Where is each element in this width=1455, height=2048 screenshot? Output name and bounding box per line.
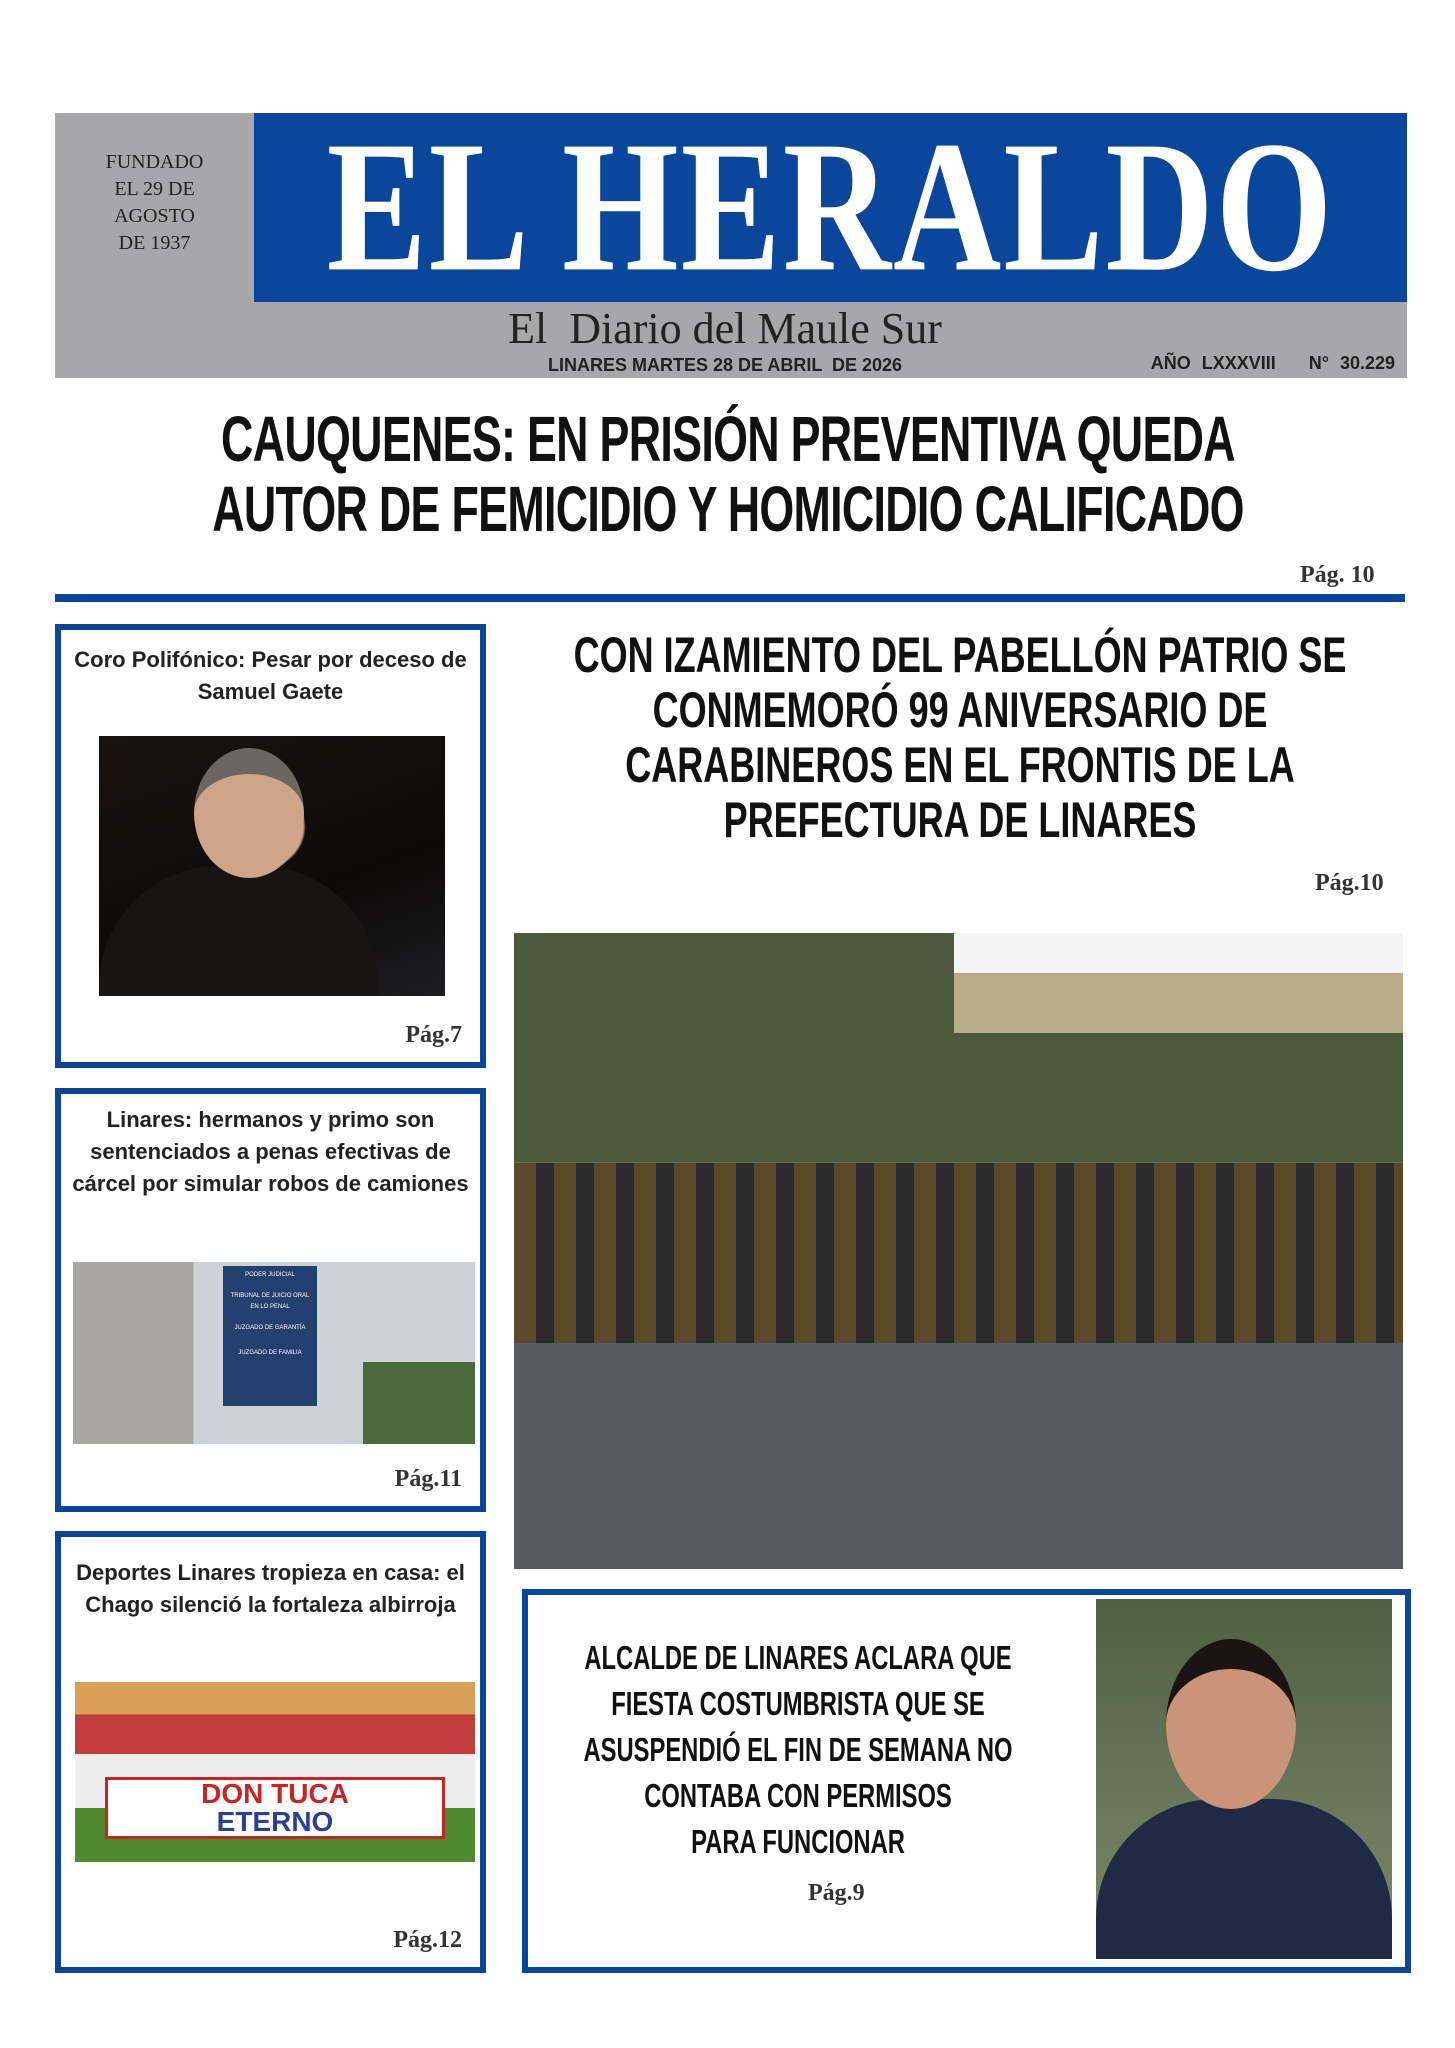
- team-photo: [75, 1682, 475, 1862]
- side-story-page: Pág.11: [394, 1466, 462, 1492]
- founded-note: [55, 149, 254, 257]
- trees: [363, 1362, 475, 1444]
- logo-text: EL HERALDO: [326, 113, 1335, 302]
- tent-canopy: [954, 933, 1403, 1033]
- tagline: El Diario del Maule Sur: [508, 304, 942, 353]
- sign-line: JUZGADO DE FAMILIA: [238, 1350, 302, 1356]
- face-shape: [1166, 1639, 1296, 1809]
- side-story-deportes[interactable]: [55, 1531, 486, 1973]
- bottom-story-alcalde[interactable]: [522, 1589, 1411, 1973]
- headline-line: CAUQUENES: EN PRISIÓN PREVENTIVA QUEDA: [221, 403, 1235, 475]
- founded-line: EL 29 DE: [114, 178, 195, 200]
- bottom-headline: [522, 1635, 1122, 1865]
- main-headline[interactable]: [456, 628, 1455, 848]
- side-story-coro[interactable]: [55, 624, 486, 1068]
- headline-line: AUTOR DE FEMICIDIO Y HOMICIDIO CALIFICADO: [212, 473, 1244, 545]
- sign-line: PODER JUDICIAL: [245, 1272, 295, 1278]
- samuel-gaete-photo: [99, 736, 445, 996]
- headline-line: CARABINEROS EN EL FRONTIS DE LA: [625, 737, 1295, 793]
- carabineros-ceremony-photo: [514, 933, 1403, 1569]
- headline-line: FIESTA COSTUMBRISTA QUE SE: [611, 1685, 985, 1722]
- side-story-title: Linares: hermanos y primo son sentenciados a penas efectivas de cárcel por simular robos de camiones: [72, 1107, 469, 1196]
- court-sign-photo: [73, 1262, 475, 1444]
- dateline: LINARES MARTES 28 DE ABRIL DE 2026: [547, 355, 903, 375]
- newspaper-logo: [254, 113, 1407, 302]
- founded-line: DE 1937: [118, 232, 191, 254]
- headline-line: PREFECTURA DE LINARES: [723, 792, 1197, 848]
- face-shape: [194, 748, 304, 878]
- top-story-page: Pág. 10: [1300, 562, 1375, 588]
- court-sign: [223, 1266, 317, 1406]
- banner: [105, 1777, 445, 1839]
- side-story-title: Deportes Linares tropieza en casa: el Chago silenció la fortaleza albirroja: [76, 1560, 465, 1617]
- headline-line: PARA FUNCIONAR: [691, 1823, 905, 1860]
- divider: [55, 594, 1405, 602]
- sign-line: JUZGADO DE GARANTÍA: [234, 1325, 306, 1331]
- bottom-story-page: Pág.9: [808, 1880, 865, 1906]
- headline-line: ASUSPENDIÓ EL FIN DE SEMANA NO: [583, 1731, 1013, 1768]
- crowd: [514, 1163, 1403, 1343]
- street: [514, 1343, 1403, 1569]
- banner-line: ETERNO: [216, 1806, 334, 1837]
- headline-line: CON IZAMIENTO DEL PABELLÓN PATRIO SE: [573, 627, 1347, 683]
- suit-shape: [99, 866, 379, 996]
- sign-line: TRIBUNAL DE JUICIO ORAL EN LO PENAL: [230, 1293, 310, 1310]
- top-headline[interactable]: [28, 404, 1428, 544]
- headline-line: CONMEMORÓ 99 ANIVERSARIO DE: [652, 682, 1268, 738]
- side-story-page: Pág.7: [405, 1022, 462, 1048]
- side-story-page: Pág.12: [393, 1927, 462, 1953]
- alcalde-photo: [1096, 1599, 1392, 1959]
- suit-shape: [1096, 1799, 1392, 1959]
- main-story-page: Pág.10: [1315, 870, 1384, 896]
- headline-line: ALCALDE DE LINARES ACLARA QUE: [584, 1639, 1012, 1676]
- side-story-sentencia[interactable]: [55, 1088, 486, 1512]
- founded-line: FUNDADO: [105, 151, 204, 173]
- masthead: [55, 113, 1407, 378]
- issue-number: AÑO LXXXVIII N° 30.229: [1150, 353, 1395, 373]
- headline-line: CONTABA CON PERMISOS: [644, 1777, 952, 1814]
- banner-line: DON TUCA: [201, 1778, 349, 1809]
- founded-line: AGOSTO: [114, 205, 195, 227]
- side-story-title: Coro Polifónico: Pesar por deceso de Samuel Gaete: [74, 647, 467, 704]
